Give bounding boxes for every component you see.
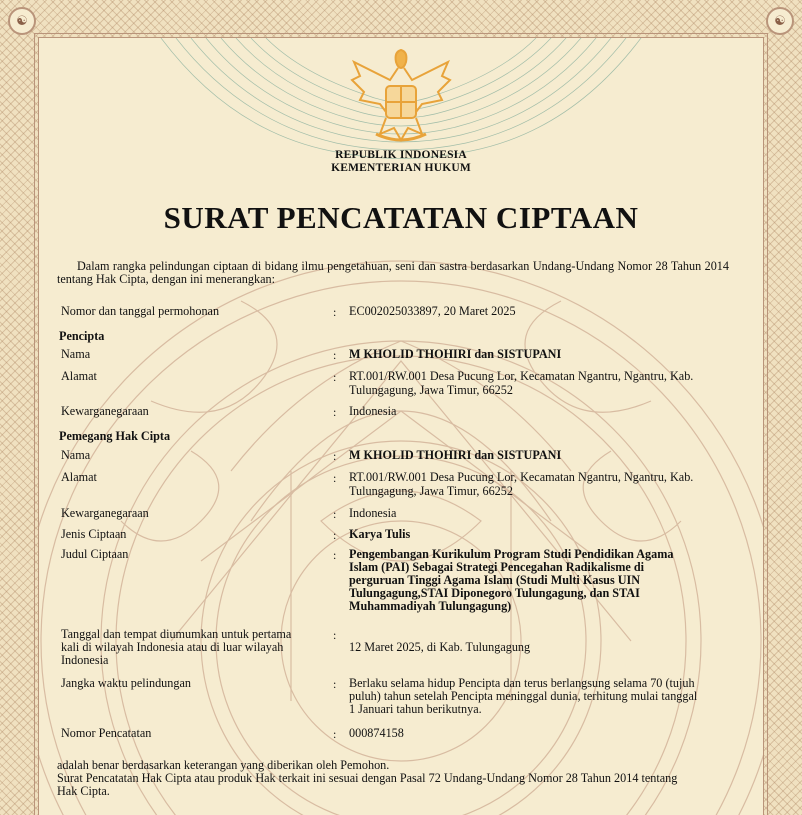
colon: : bbox=[333, 405, 337, 419]
pencipta-kewarganegaraan-label: Kewarganegaraan bbox=[61, 404, 149, 418]
tanggal-label-line2: kali di wilayah Indonesia atau di luar wilayah bbox=[61, 640, 284, 654]
corner-seal-left-icon: ☯ bbox=[8, 7, 36, 35]
judul-line2: Islam (PAI) Sebagai Strategi Pencegahan Radikalisme di bbox=[349, 560, 644, 574]
jangka-line1: Berlaku selama hidup Pencipta dan terus berlangsung selama 70 (tujuh bbox=[349, 676, 695, 690]
pemegang-alamat-line2: Tulungagung, Jawa Timur, 66252 bbox=[349, 484, 513, 498]
pencipta-alamat-line1: RT.001/RW.001 Desa Pucung Lor, Kecamatan Ngantru, Ngantru, Kab. bbox=[349, 369, 694, 383]
colon: : bbox=[333, 370, 337, 384]
pemegang-kewarganegaraan-value: Indonesia bbox=[349, 506, 397, 520]
pemegang-nama-label: Nama bbox=[61, 448, 91, 462]
judul-label: Judul Ciptaan bbox=[61, 547, 129, 561]
pencatatan-value: 000874158 bbox=[349, 726, 404, 740]
header-ministry: KEMENTERIAN HUKUM bbox=[331, 162, 471, 174]
pencipta-kewarganegaraan-value: Indonesia bbox=[349, 404, 397, 418]
nomor-label: Nomor dan tanggal permohonan bbox=[61, 304, 220, 318]
colon: : bbox=[333, 507, 337, 521]
pemegang-alamat-line1: RT.001/RW.001 Desa Pucung Lor, Kecamatan Ngantru, Ngantru, Kab. bbox=[349, 470, 694, 484]
jenis-label: Jenis Ciptaan bbox=[61, 527, 127, 541]
footer-line1: adalah benar berdasarkan keterangan yang diberikan oleh Pemohon. bbox=[57, 758, 390, 772]
jenis-value: Karya Tulis bbox=[349, 527, 411, 541]
pencipta-alamat-line2: Tulungagung, Jawa Timur, 66252 bbox=[349, 383, 513, 397]
tanggal-value: 12 Maret 2025, di Kab. Tulungagung bbox=[349, 640, 531, 654]
colon: : bbox=[333, 628, 337, 642]
colon: : bbox=[333, 348, 337, 362]
colon: : bbox=[333, 471, 337, 485]
intro-paragraph: Dalam rangka pelindungan ciptaan di bidang ilmu pengetahuan, seni dan sastra berdasarkan Undang-Undang Nomor 28 Tahun 2014 tentang Hak Cipta, dengan ini menerangkan: bbox=[57, 259, 729, 286]
nomor-value: EC002025033897, 20 Maret 2025 bbox=[349, 304, 516, 318]
pemegang-alamat-label: Alamat bbox=[61, 470, 97, 484]
tanggal-label-line1: Tanggal dan tempat diumumkan untuk pertama bbox=[61, 627, 292, 641]
jangka-line2: puluh) tahun setelah Pencipta meninggal dunia, terhitung mulai tanggal bbox=[349, 689, 698, 703]
judul-line4: Tulungagung,STAI Diponegoro Tulungagung, dan STAI bbox=[349, 586, 640, 600]
pencipta-nama-label: Nama bbox=[61, 347, 91, 361]
footer-line2: Surat Pencatatan Hak Cipta atau produk Hak terkait ini sesuai dengan Pasal 72 Undang-Undang Nomor 28 Tahun 2014 tentang bbox=[57, 771, 678, 785]
judul-line5: Muhammadiyah Tulungagung) bbox=[349, 599, 512, 613]
colon: : bbox=[333, 449, 337, 463]
colon: : bbox=[333, 548, 337, 562]
header-republic: REPUBLIK INDONESIA bbox=[335, 149, 467, 161]
page-title: SURAT PENCATATAN CIPTAAN bbox=[163, 200, 639, 235]
pencipta-heading: Pencipta bbox=[59, 329, 105, 343]
pemegang-heading: Pemegang Hak Cipta bbox=[59, 429, 171, 443]
garuda-emblem-icon bbox=[346, 42, 456, 146]
colon: : bbox=[333, 727, 337, 741]
pemegang-nama-value: M KHOLID THOHIRI dan SISTUPANI bbox=[349, 448, 562, 462]
pencatatan-label: Nomor Pencatatan bbox=[61, 726, 152, 740]
colon: : bbox=[333, 677, 337, 691]
corner-seal-right-icon: ☯ bbox=[766, 7, 794, 35]
judul-line1: Pengembangan Kurikulum Program Studi Pendidikan Agama bbox=[349, 547, 674, 561]
tanggal-label-line3: Indonesia bbox=[61, 653, 109, 667]
pemegang-kewarganegaraan-label: Kewarganegaraan bbox=[61, 506, 149, 520]
colon: : bbox=[333, 528, 337, 542]
pencipta-nama-value: M KHOLID THOHIRI dan SISTUPANI bbox=[349, 347, 562, 361]
colon: : bbox=[333, 305, 337, 319]
footer-line3: Hak Cipta. bbox=[57, 784, 110, 798]
pencipta-alamat-label: Alamat bbox=[61, 369, 97, 383]
judul-line3: perguruan Tinggi Agama Islam (Studi Multi Kasus UIN bbox=[349, 573, 641, 587]
jangka-label: Jangka waktu pelindungan bbox=[61, 676, 191, 690]
jangka-line3: 1 Januari tahun berikutnya. bbox=[349, 702, 482, 716]
